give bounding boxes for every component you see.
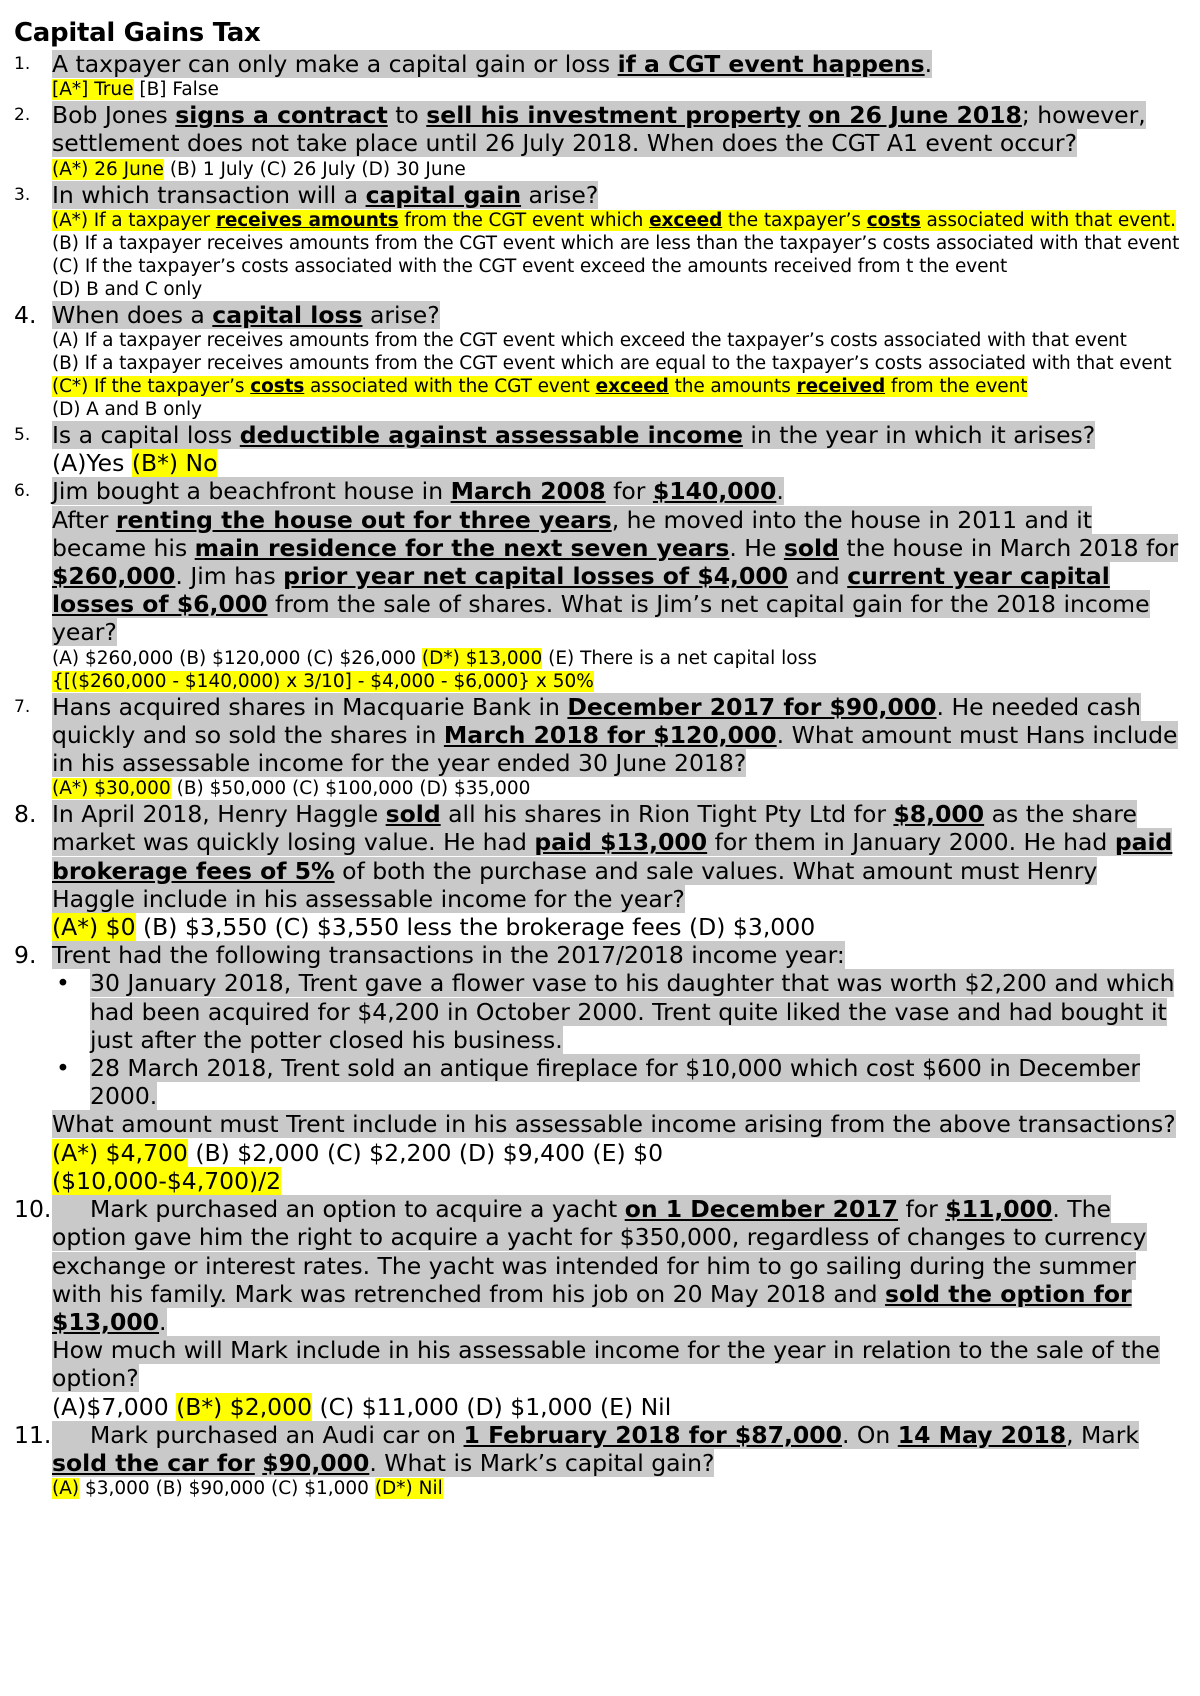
question-text: Mark purchased an option to acquire a yacht on 1 December 2017 for $11,000. The option gave him the right to acquire a yacht for $350,000, regardless of changes to currency exchange or interest rates. The yacht was intended for him to go sailing during the summer with his family. Mark was retrenched from his job on 20 May 2018 and sold the option for $13,000. (52, 1195, 1147, 1336)
question-2 (14, 101, 1186, 157)
question-10 (14, 1195, 1186, 1336)
question-number: 2. (14, 105, 31, 126)
question-text: Trent had the following transactions in the 2017/2018 income year: (52, 941, 845, 970)
answer-options: (A*) $0 (B) $3,550 (C) $3,550 less the brokerage fees (D) $3,000 (52, 913, 816, 942)
question-11 (14, 1421, 1186, 1477)
answer-option-c: (C) If the taxpayer’s costs associated with the CGT event exceed the amounts received from t the event (52, 255, 1008, 277)
correct-answer: (A*) If a taxpayer receives amounts from the CGT event which exceed the taxpayer’s costs associated with that event. (52, 209, 1176, 231)
answer-options: (A) $3,000 (B) $90,000 (C) $1,000 (D*) Nil (52, 1478, 443, 1500)
list-item: • 30 January 2018, Trent gave a flower vase to his daughter that was worth $2,200 and which had been acquired for $4,200 in October 2000. Trent quite liked the vase and had bought it just after the potter closed his business. (56, 969, 1175, 1054)
question-text: A taxpayer can only make a capital gain or loss if a CGT event happens. (52, 50, 933, 78)
question-3 (14, 181, 1186, 209)
question-4 (14, 301, 1186, 329)
correct-answer: (D*) Nil (374, 1478, 443, 1500)
answer-options: (A*) 26 June (B) 1 July (C) 26 July (D) 30 June (52, 158, 466, 180)
question-text: Bob Jones signs a contract to sell his investment property on 26 June 2018; however, settlement does not take place until 26 July 2018. When does the CGT A1 event occur? (52, 101, 1146, 158)
answer-option-d: (D) B and C only (52, 278, 203, 300)
list-item: • 28 March 2018, Trent sold an antique fireplace for $10,000 which cost $600 in December 2000. (56, 1054, 1141, 1111)
question-5 (14, 421, 1186, 449)
answer-option-c (14, 375, 1186, 398)
answer-option-a (14, 209, 1186, 232)
answer-options: (A*) $30,000 (B) $50,000 (C) $100,000 (D) $35,000 (52, 778, 531, 800)
question-text: Jim bought a beachfront house in March 2008 for $140,000. (52, 477, 784, 506)
question-text: In April 2018, Henry Haggle sold all his shares in Rion Tight Pty Ltd for $8,000 as the share market was quickly losing value. He had paid $13,000 for them in January 2000. He had paid brokerage fees of 5% of both the purchase and sale values. What amount must Henry Haggle include in his assessable income for the year? (52, 800, 1173, 913)
correct-answer: (B*) $2,000 (176, 1392, 313, 1421)
answer-options: [A*] True [B] False (52, 79, 219, 101)
correct-answer: (D*) $13,000 (421, 647, 543, 669)
question-text: Mark purchased an Audi car on 1 February 2018 for $87,000. On 14 May 2018, Mark sold the car for $90,000. What is Mark’s capital gain? (52, 1420, 1139, 1477)
document (14, 16, 1186, 1500)
question-6-details: After renting the house out for three years, he moved into the house in 2011 and it became his main residence for the next seven years. He sold the house in March 2018 for $260,000. Jim has prior year net capital losses of $4,000 and current year capital losses of $6,000 from the sale of shares. What is Jim’s net capital gain for the 2018 income year? (52, 505, 1179, 647)
answer-option-b: (B) If a taxpayer receives amounts from the CGT event which are less than the taxpayer’s costs associated with that event (52, 232, 1180, 254)
question-number: 4. (14, 300, 37, 329)
question-number: 10. (14, 1195, 52, 1224)
question-9-prompt: What amount must Trent include in his assessable income arising from the above transactions? (52, 1110, 1176, 1139)
correct-answer: (C*) If the taxpayer’s costs associated with the CGT event exceed the amounts received from the event (52, 376, 1028, 398)
question-number: 11. (14, 1420, 52, 1449)
correct-answer: (A*) $4,700 (52, 1138, 188, 1167)
question-number: 9. (14, 941, 37, 970)
calculation: ($10,000-$4,700)/2 (52, 1166, 282, 1195)
question-1 (14, 50, 1186, 78)
answer-options: (A)$7,000 (B*) $2,000 (C) $11,000 (D) $1,000 (E) Nil (52, 1392, 672, 1421)
answer-options: (A)Yes (B*) No (52, 449, 218, 478)
question-text: Hans acquired shares in Macquarie Bank in December 2017 for $90,000. He needed cash quickly and so sold the shares in March 2018 for $120,000. What amount must Hans include in his assessable income for the year ended 30 June 2018? (52, 692, 1178, 778)
answer-options: (A*) $4,700 (B) $2,000 (C) $2,200 (D) $9,400 (E) $0 (52, 1138, 664, 1167)
question-number: 5. (14, 425, 31, 446)
question-text: In which transaction will a capital gain arise? (52, 180, 599, 209)
question-number: 8. (14, 800, 37, 829)
question-9 (14, 941, 1186, 969)
bullet-list (14, 969, 1186, 1110)
answer-option-d: (D) A and B only (52, 399, 202, 421)
question-6 (14, 477, 1186, 505)
correct-answer: (A*) 26 June (52, 158, 164, 180)
question-number: 6. (14, 481, 31, 502)
question-10-prompt: How much will Mark include in his assessable income for the year in relation to the sale of the option? (52, 1336, 1160, 1393)
question-text: Is a capital loss deductible against assessable income in the year in which it arises? (52, 421, 1096, 450)
correct-answer: [A*] True (52, 79, 134, 101)
calculation: {[($260,000 - $140,000) x 3/10] - $4,000 - $6,000} x 50% (52, 670, 594, 692)
answer-options: (A) $260,000 (B) $120,000 (C) $26,000 (D*) $13,000 (E) There is a net capital loss (52, 647, 817, 669)
question-7 (14, 693, 1186, 778)
answer-option-a: (A) If a taxpayer receives amounts from the CGT event which exceed the taxpayer’s costs associated with that event (52, 330, 1127, 352)
question-8 (14, 800, 1186, 913)
question-number: 7. (14, 696, 31, 717)
answer-option-b: (B) If a taxpayer receives amounts from the CGT event which are equal to the taxpayer’s costs associated with that event (52, 353, 1172, 375)
question-number: 3. (14, 184, 31, 205)
page-title: Capital Gains Tax (14, 18, 261, 48)
correct-answer: (A*) $0 (52, 913, 136, 942)
correct-answer: (A*) $30,000 (52, 778, 171, 800)
question-text: When does a capital loss arise? (52, 300, 440, 329)
correct-answer: (B*) No (131, 449, 218, 478)
question-number: 1. (14, 54, 31, 74)
